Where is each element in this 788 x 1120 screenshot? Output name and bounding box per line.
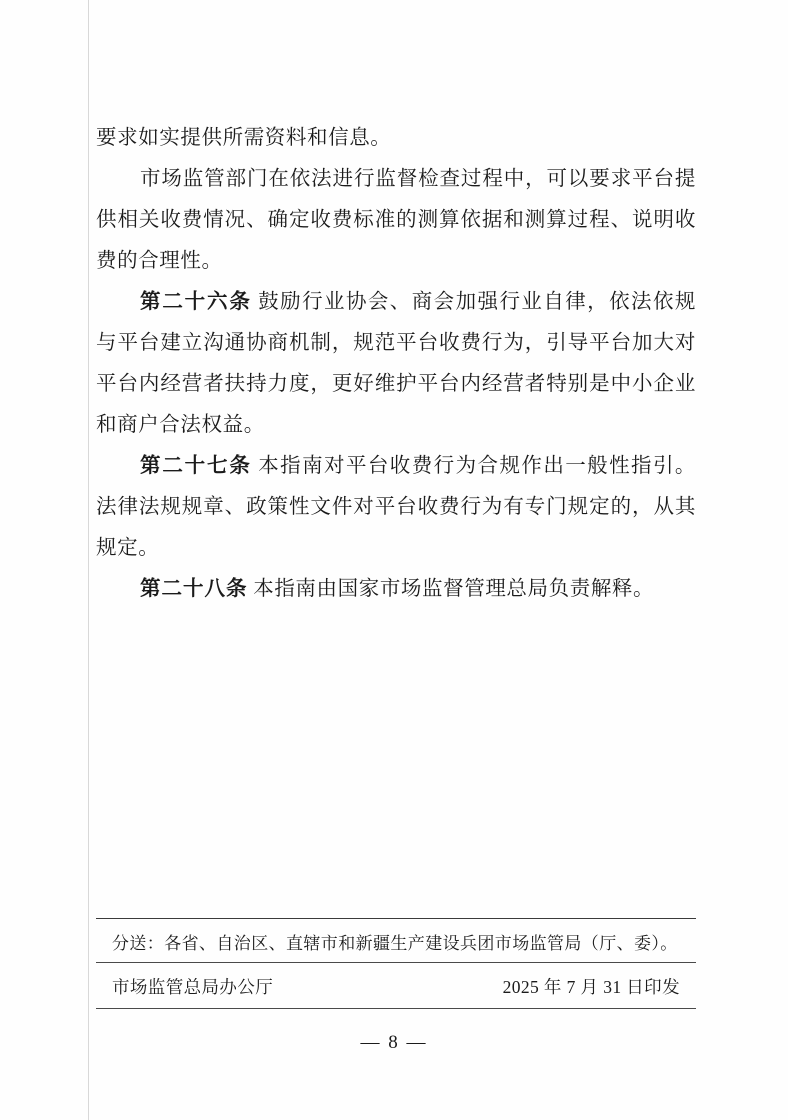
document-body: [96, 118, 696, 610]
left-margin-rule: [88, 0, 89, 1120]
paragraph-text: 要求如实提供所需资料和信息。: [96, 127, 392, 149]
article-27: [96, 446, 696, 569]
article-26: [96, 282, 696, 446]
article-label: 第二十七条: [140, 455, 252, 477]
document-footer: [96, 918, 696, 1009]
article-label: 第二十六条: [140, 291, 252, 313]
issue-date: 2025 年 7 月 31 日印发: [502, 977, 680, 997]
article-text: 鼓励行业协会、商会加强行业自律，依法依规与平台建立沟通协商机制，规范平台收费行为，引导平台加大对平台内经营者扶持力度，更好维护平台内经营者特别是中小企业和商户合法权益。: [96, 291, 696, 436]
paragraph-continuation: [96, 118, 696, 159]
page-number: — 8 —: [360, 1032, 428, 1053]
article-text: 本指南对平台收费行为合规作出一般性指引。法律法规规章、政策性文件对平台收费行为有专门规定的，从其规定。: [96, 455, 696, 559]
article-label: 第二十八条: [140, 578, 248, 600]
dispatch-line: 分送：各省、自治区、直辖市和新疆生产建设兵团市场监管局（厅、委）。: [112, 934, 678, 953]
paragraph-market-supervision: [96, 159, 696, 282]
article-text: 本指南由国家市场监督管理总局负责解释。: [253, 578, 655, 600]
footer-bottom-rule: [96, 1008, 696, 1009]
issuer-row: [96, 963, 696, 1008]
paragraph-text: 市场监管部门在依法进行监督检查过程中，可以要求平台提供相关收费情况、确定收费标准的测算依据和测算过程、说明收费的合理性。: [96, 168, 696, 272]
article-28: [96, 569, 696, 610]
issuer-name: 市场监管总局办公厅: [112, 977, 274, 997]
